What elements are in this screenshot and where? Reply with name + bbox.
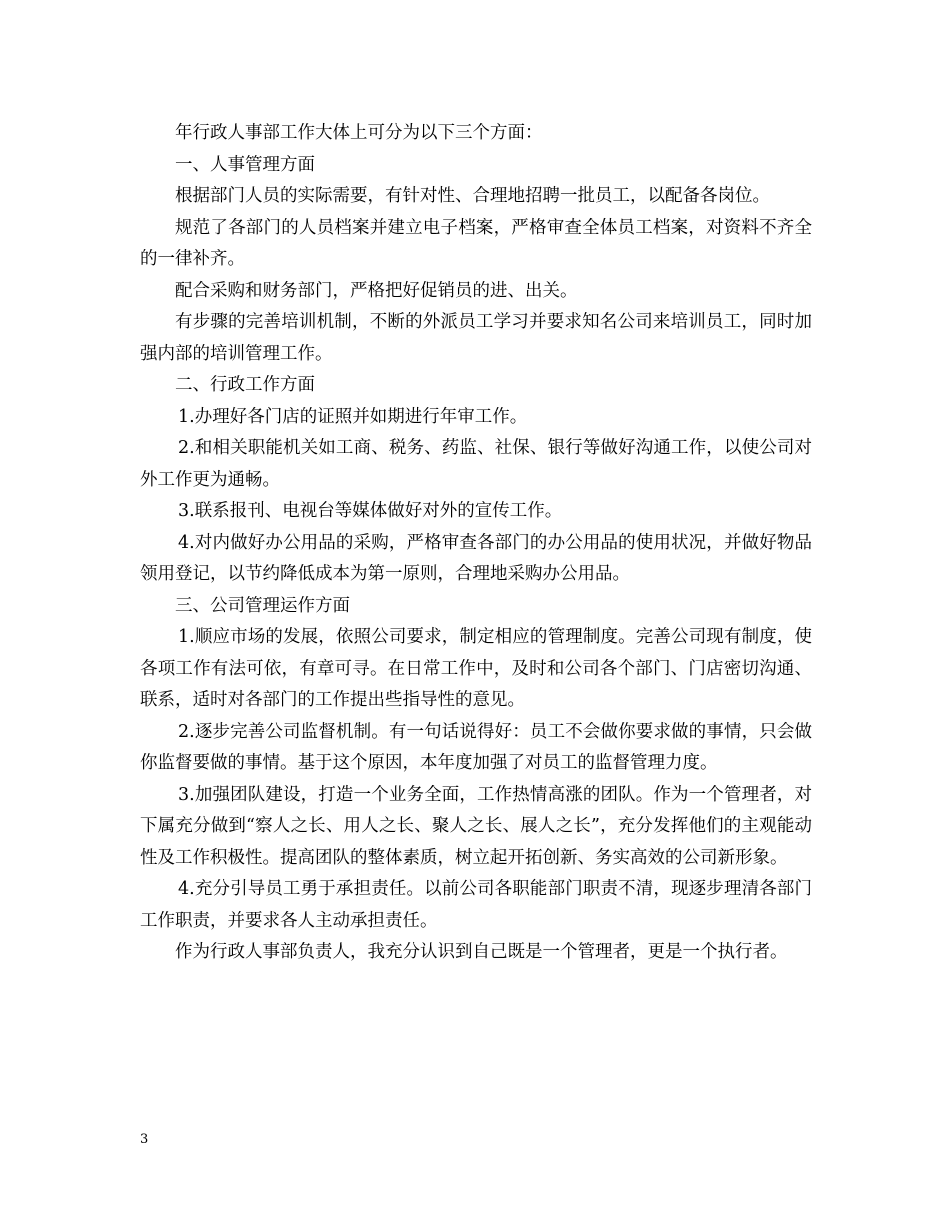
numbered-item: 2.逐步完善公司监督机制。有一句话说得好：员工不会做你要求做的事情，只会做你监督要做的事情。基于这个原因，本年度加强了对员工的监督管理力度。: [140, 721, 812, 773]
numbered-item: 4.充分引导员工勇于承担责任。以前公司各职能部门职责不清，现逐步理清各部门工作职责，并要求各人主动承担责任。: [140, 879, 812, 931]
section-heading-management: 三、公司管理运作方面: [175, 595, 350, 616]
numbered-item: 4.对内做好办公用品的采购，严格审查各部门的办公用品的使用状况，并做好物品领用登记，以节约降低成本为第一原则，合理地采购办公用品。: [140, 532, 812, 584]
document-body: [140, 118, 812, 969]
body-paragraph: 有步骤的完善培训机制，不断的外派员工学习并要求知名公司来培训员工，同时加强内部的培训管理工作。: [140, 312, 812, 364]
numbered-item: 1.办理好各门店的证照并如期进行年审工作。: [178, 406, 528, 427]
intro-paragraph: 年行政人事部工作大体上可分为以下三个方面：: [175, 123, 543, 143]
body-paragraph: 根据部门人员的实际需要，有针对性、合理地招聘一批员工，以配备各岗位。: [175, 186, 770, 206]
numbered-item: 3.加强团队建设，打造一个业务全面，工作热情高涨的团队。作为一个管理者，对下属充分做到“察人之长、用人之长、聚人之长、展人之长”，充分发挥他们的主观能动性及工作积极性。提高团队的整体素质，树立起开拓创新、务实高效的公司新形象。: [140, 784, 812, 868]
numbered-item: 3.联系报刊、电视台等媒体做好对外的宣传工作。: [178, 501, 563, 521]
section-heading-administration: 二、行政工作方面: [175, 375, 315, 395]
body-paragraph: 配合采购和财务部门，严格把好促销员的进、出关。: [175, 280, 578, 301]
closing-paragraph: 作为行政人事部负责人，我充分认识到自己既是一个管理者，更是一个执行者。: [175, 942, 788, 962]
page-number: 3: [140, 1132, 149, 1147]
numbered-item: 1.顺应市场的发展，依照公司要求，制定相应的管理制度。完善公司现有制度，使各项工作有法可依，有章可寻。在日常工作中，及时和公司各个部门、门店密切沟通、联系，适时对各部门的工作提出些指导性的意见。: [140, 627, 812, 710]
section-heading-personnel: 一、人事管理方面: [175, 154, 315, 175]
body-paragraph: 规范了各部门的人员档案并建立电子档案，严格审查全体员工档案，对资料不齐全的一律补齐。: [140, 217, 812, 269]
numbered-item: 2.和相关职能机关如工商、税务、药监、社保、银行等做好沟通工作，以使公司对外工作更为通畅。: [140, 438, 812, 490]
